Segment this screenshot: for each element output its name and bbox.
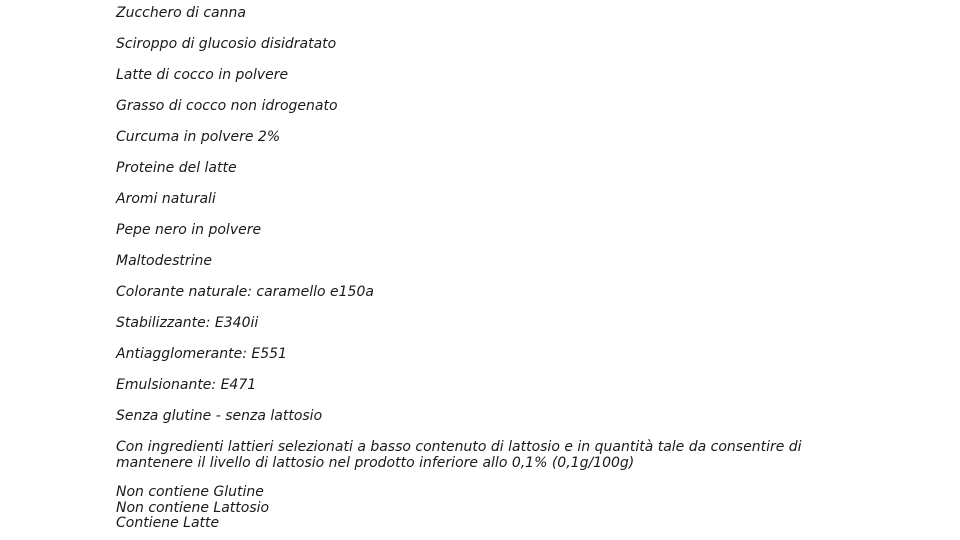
allergen-item: Contiene Latte bbox=[116, 515, 220, 531]
ingredient-item: Stabilizzante: E340ii bbox=[116, 315, 259, 331]
ingredient-item: Latte di cocco in polvere bbox=[116, 67, 289, 83]
ingredient-item: Aromi naturali bbox=[116, 191, 216, 207]
ingredient-item: Antiagglomerante: E551 bbox=[116, 346, 287, 362]
lactose-note: Con ingredienti lattieri selezionati a basso contenuto di lattosio e in quantità tale da consentire di mantenere il livello di lattosio nel prodotto inferiore allo 0,1% (0,1g/100g) bbox=[116, 439, 802, 471]
ingredient-item: Curcuma in polvere 2% bbox=[116, 129, 281, 145]
ingredient-item: Grasso di cocco non idrogenato bbox=[116, 98, 338, 114]
ingredient-item: Sciroppo di glucosio disidratato bbox=[116, 36, 337, 52]
ingredients-document bbox=[116, 5, 856, 532]
ingredient-item: Senza glutine - senza lattosio bbox=[116, 408, 323, 424]
allergen-list bbox=[116, 485, 856, 532]
ingredient-item: Emulsionante: E471 bbox=[116, 377, 257, 393]
ingredient-item: Maltodestrine bbox=[116, 253, 213, 269]
ingredient-item: Colorante naturale: caramello e150a bbox=[116, 284, 374, 300]
allergen-item: Non contiene Lattosio bbox=[116, 499, 270, 516]
ingredient-item: Pepe nero in polvere bbox=[116, 222, 262, 238]
ingredient-item: Zucchero di canna bbox=[116, 5, 246, 21]
ingredient-item: Proteine del latte bbox=[116, 160, 237, 176]
allergen-item: Non contiene Glutine bbox=[116, 484, 264, 500]
